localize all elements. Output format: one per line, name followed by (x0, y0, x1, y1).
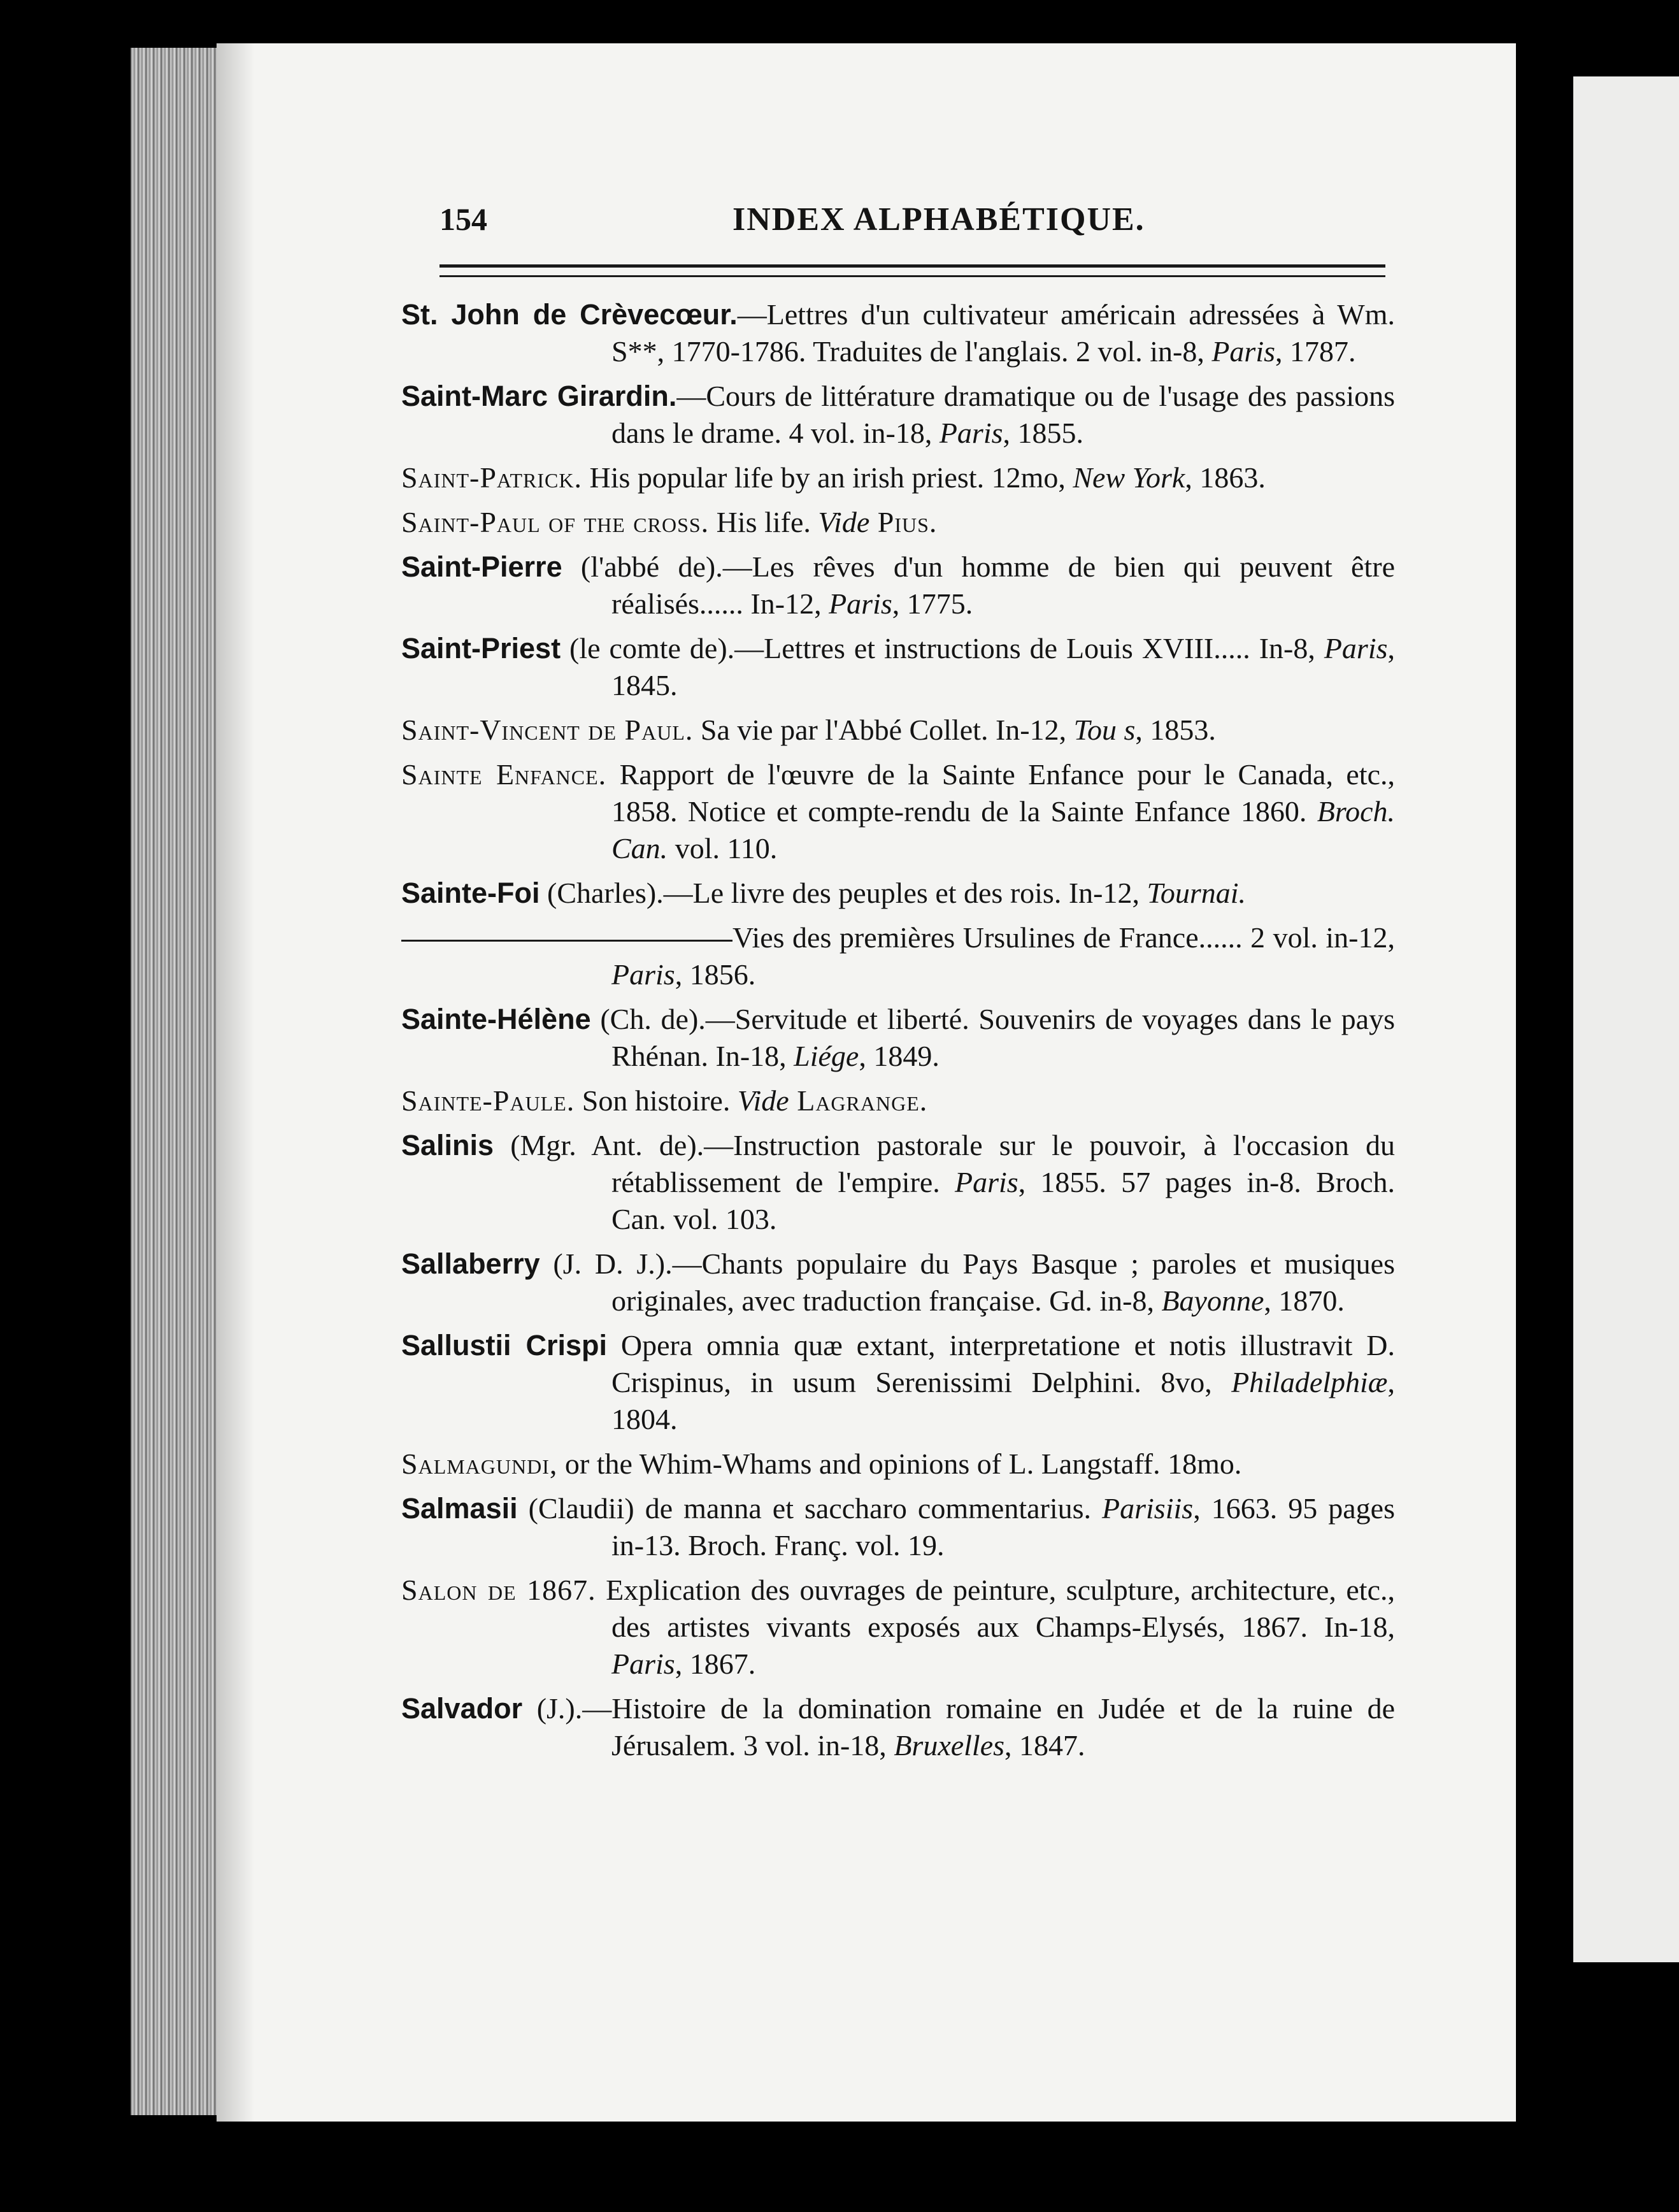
entry-tail: , 1663. 95 pages in-13. Broch. Franç. vol. 19. (611, 1492, 1395, 1562)
page-gutter-shadow (217, 43, 255, 2122)
running-title: INDEX ALPHABÉTIQUE. (732, 201, 1145, 238)
entry-tail: , 1787. (1275, 335, 1356, 368)
index-entries (401, 296, 1395, 1764)
entry-tail: , 1856. (675, 958, 756, 991)
entry-place: Vide (818, 506, 870, 538)
entry-tail: , 1863. (1185, 461, 1266, 494)
entry-heading: Salvador (401, 1692, 523, 1725)
entry-text: —Lettres d'un cultivateur américain adressées à Wm. S**, 1770-1786. Traduites de l'anglais. 2 vol. in-8, (611, 298, 1395, 368)
entry-text: Son histoire. (575, 1084, 738, 1117)
entry-heading: Salinis (401, 1129, 494, 1161)
entry-text: (J. D. J.).—Chants populaire du Pays Basque ; paroles et musiques originales, avec traduction française. Gd. in-8, (539, 1247, 1395, 1317)
entry-text: or the Whim-Whams and opinions of L. Langstaff. 18mo. (557, 1447, 1242, 1480)
entry-heading: Salmasii (401, 1492, 518, 1525)
entry-heading: Sainte-Hélène (401, 1003, 591, 1035)
entry-heading: Sainte Enfance. (401, 758, 607, 791)
index-entry (401, 1001, 1395, 1075)
entry-place: Liége (794, 1040, 859, 1072)
entry-heading: Sallustii Crispi (401, 1329, 607, 1361)
entry-text: Opera omnia quæ extant, interpretatione et notis illustravit D. Crispinus, in usum Serenissimi Delphini. 8vo, (607, 1329, 1395, 1398)
entry-heading: Saint-Priest (401, 632, 561, 664)
entry-text: (J.).—Histoire de la domination romaine en Judée et de la ruine de Jérusalem. 3 vol. in-18, (522, 1692, 1395, 1762)
facing-page-edge (1573, 76, 1679, 1962)
index-entry (401, 549, 1395, 622)
entry-heading: St. John de Crèvecœur. (401, 298, 738, 331)
index-entry (401, 1082, 1395, 1119)
entry-heading: Sallaberry (401, 1247, 540, 1280)
index-entry (401, 1446, 1395, 1483)
entry-tail: , 1847. (1004, 1729, 1085, 1762)
entry-place: Paris (1324, 632, 1388, 664)
entry-tail: vol. 110. (668, 832, 778, 865)
entry-text: (Ch. de).—Servitude et liberté. Souvenirs de voyages dans le pays Rhénan. In-18, (590, 1003, 1395, 1072)
entry-tail: , 1855. (1003, 417, 1084, 449)
entry-place: Paris (955, 1166, 1018, 1198)
entry-text: His life. (709, 506, 818, 538)
entry-tail: , 1870. (1264, 1284, 1345, 1317)
index-entry (401, 296, 1395, 370)
entry-text: Sa vie par l'Abbé Collet. In-12, (693, 714, 1074, 746)
entry-place: Paris (611, 958, 675, 991)
index-entry (401, 1127, 1395, 1238)
index-entry (401, 1690, 1395, 1764)
entry-tail: , 1804. (611, 1366, 1395, 1435)
entry-place: Bruxelles (894, 1729, 1005, 1762)
page-header (439, 201, 1385, 277)
entry-text: Vies des premières Ursulines de France...... 2 vol. in-12, (732, 921, 1395, 954)
entry-text: (l'abbé de).—Les rêves d'un homme de bien qui peuvent être réalisés...... In-12, (562, 550, 1395, 620)
entry-heading: Salon de 1867. (401, 1574, 596, 1606)
entry-place: Paris (611, 1648, 675, 1680)
entry-text: (Mgr. Ant. de).—Instruction pastorale sur le pouvoir, à l'occasion du rétablissement de l'empire. (494, 1129, 1395, 1198)
entry-heading: Saint-Patrick. (401, 461, 582, 494)
entry-place: Tou s (1073, 714, 1136, 746)
entry-place: Parisiis (1102, 1492, 1194, 1525)
index-entry (401, 1490, 1395, 1564)
entry-tail: Pius. (869, 506, 938, 538)
entry-text: (le comte de).—Lettres et instructions de Louis XVIII..... In-8, (561, 632, 1324, 664)
entry-heading: Sainte-Foi (401, 877, 540, 909)
entry-tail: , 1867. (675, 1648, 756, 1680)
entry-heading: Saint-Marc Girardin. (401, 380, 677, 412)
entry-place: Paris (1211, 335, 1276, 368)
entry-text: Explication des ouvrages de peinture, sculpture, architecture, etc., des artistes vivants exposés aux Champs-Elysés, 1867. In-18, (596, 1574, 1395, 1643)
entry-text: (Charles).—Le livre des peuples et des rois. In-12, (539, 877, 1147, 909)
ditto-dash (401, 940, 732, 942)
entry-heading: Saint-Paul of the cross. (401, 506, 710, 538)
index-entry (401, 378, 1395, 452)
index-entry (401, 756, 1395, 867)
index-entry-continuation (401, 919, 1395, 993)
entry-place: Vide (737, 1084, 789, 1117)
entry-place: Tournai. (1147, 877, 1247, 909)
entry-tail: , 1853. (1135, 714, 1216, 746)
index-entry (401, 1327, 1395, 1438)
entry-tail: , 1855. 57 pages in-8. Broch. Can. vol. 103. (611, 1166, 1395, 1235)
entry-place: Broch. Can. (611, 795, 1395, 865)
entry-place: Paris (939, 417, 1003, 449)
entry-heading: Saint-Vincent de Paul. (401, 714, 694, 746)
entry-text: His popular life by an irish priest. 12mo, (582, 461, 1073, 494)
index-entry (401, 630, 1395, 704)
entry-place: New York (1073, 461, 1185, 494)
entry-place: Paris (829, 587, 892, 620)
entry-tail: , 1849. (859, 1040, 940, 1072)
entry-text: (Claudii) de manna et saccharo commentarius. (517, 1492, 1103, 1525)
page-number: 154 (439, 201, 487, 237)
index-entry (401, 1572, 1395, 1683)
index-entry (401, 504, 1395, 541)
header-rule (439, 264, 1385, 277)
entry-heading: Salmagundi, (401, 1447, 558, 1480)
entry-tail: , 1845. (611, 632, 1395, 701)
entry-text: —Cours de littérature dramatique ou de l'usage des passions dans le drame. 4 vol. in-18, (611, 380, 1395, 449)
index-entry (401, 1246, 1395, 1319)
entry-place: Philadelphiæ (1231, 1366, 1388, 1398)
entry-tail: Lagrange. (789, 1084, 928, 1117)
index-entry (401, 875, 1395, 912)
book-page-edges (131, 48, 226, 2115)
entry-place: Bayonne (1161, 1284, 1264, 1317)
entry-tail: , 1775. (892, 587, 973, 620)
index-entry (401, 459, 1395, 496)
index-entry (401, 712, 1395, 749)
entry-heading: Sainte-Paule. (401, 1084, 575, 1117)
entry-heading: Saint-Pierre (401, 550, 562, 583)
entry-text: Rapport de l'œuvre de la Sainte Enfance pour le Canada, etc., 1858. Notice et compte-rendu de la Sainte Enfance 1860. (606, 758, 1395, 828)
